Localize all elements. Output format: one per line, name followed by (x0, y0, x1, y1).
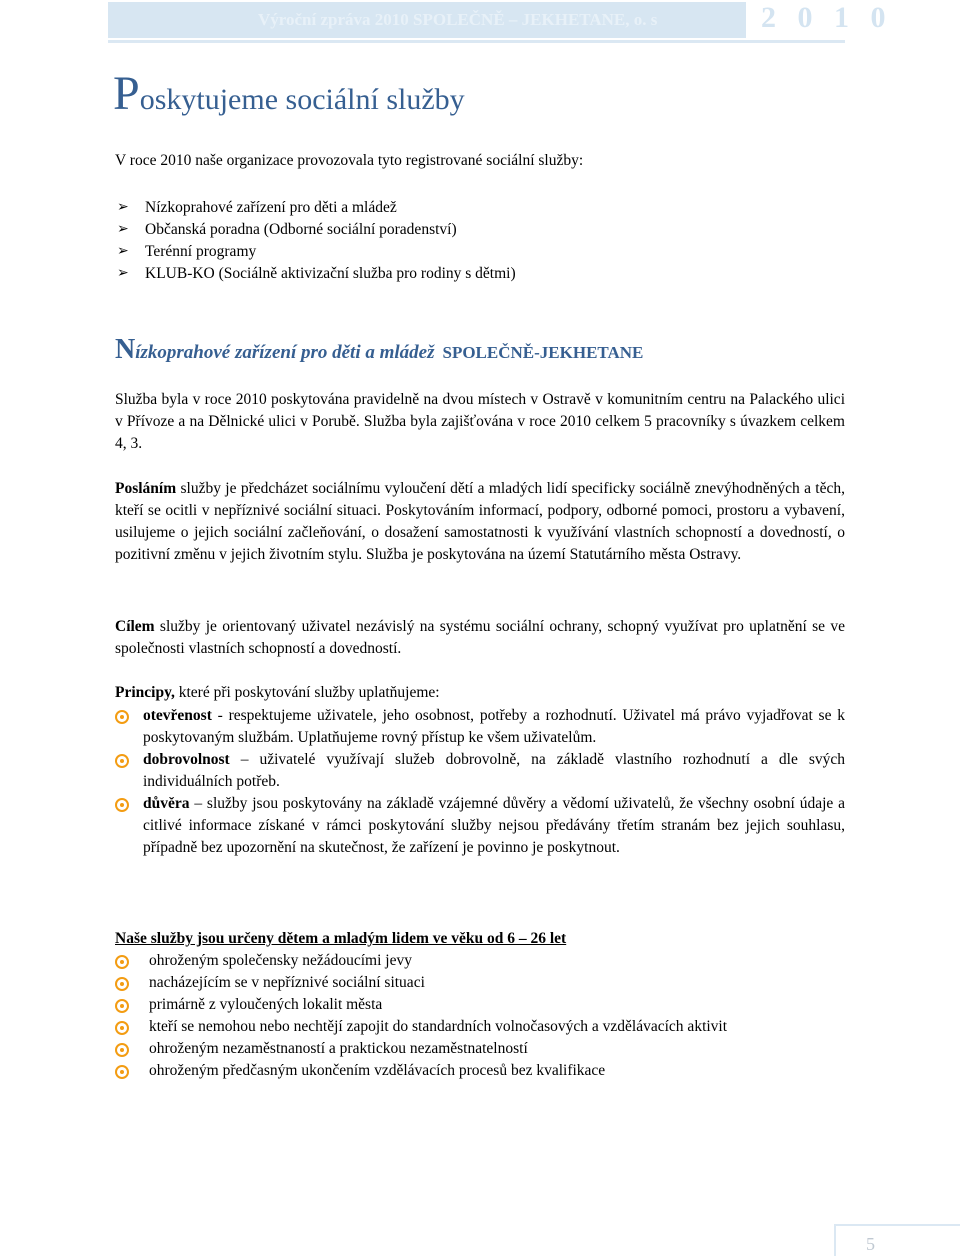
arrow-check-icon: ➢ (117, 266, 129, 281)
list-item: ➢ KLUB-KO (Sociálně aktivizační služba pro rodiny s dětmi) (115, 263, 516, 285)
goal-label: Cílem (115, 618, 155, 635)
arrow-check-icon: ➢ (117, 244, 129, 259)
intro-text: V roce 2010 naše organizace provozovala tyto registrované sociální služby: (115, 152, 584, 169)
title-initial: P (113, 67, 140, 120)
principles-list (115, 705, 845, 859)
services-list (115, 197, 516, 285)
title-rest: oskytujeme sociální služby (139, 83, 465, 116)
list-item: ohroženým nezaměstnaností a praktickou nezaměstnatelností (115, 1038, 845, 1060)
circle-bullet-icon (115, 798, 129, 812)
arrow-check-icon: ➢ (117, 222, 129, 237)
circle-bullet-icon (115, 1021, 129, 1035)
list-item: otevřenost - respektujeme uživatele, jeho osobnost, potřeby a rozhodnutí. Uživatel má právo vyjadřovat se k poskytovaným službám. Uplatňujeme rovný přístup ke všem uživatelům. (115, 705, 845, 749)
header-bar (108, 2, 746, 38)
paragraph-service: Služba byla v roce 2010 poskytována pravidelně na dvou místech v Ostravě v komunitním centru na Palackého ulici v Přívoze a na Dělnické ulici v Porubě. Služba byla zajišťována v roce 2010 celkem 5 pracovníky s úvazkem celkem 4, 3. (115, 391, 845, 452)
list-item: ohroženým předčasným ukončením vzdělávacích procesů bez kvalifikace (115, 1060, 845, 1082)
page-header (108, 0, 893, 43)
list-item: dobrovolnost – uživatelé využívají služeb dobrovolně, na základě vlastního rozhodnutí a dle svých individuálních potřeb. (115, 749, 845, 793)
circle-bullet-icon (115, 754, 129, 768)
paragraph-mission: Posláním služby je předcházet sociálnímu vyloučení dětí a mladých lidí specificky sociálně znevýhodněných a těch, kteří se ocitli v nepříznivé sociální situaci. Poskytováním informací, podpory, odborné pomoci, prostoru a vybavení, usilujeme o jejich sociální začleňování, o dosažení samostatnosti k využívání vlastních schopností a dovedností, o pozitivní změnu v jejich životním stylu. Služba je poskytována na území Statutárního města Ostravy. (115, 480, 845, 563)
list-item: primárně z vyloučených lokalit města (115, 994, 845, 1016)
section-title: ízkoprahové zařízení pro děti a mládež (135, 342, 435, 363)
principles-label: Principy, (115, 684, 175, 701)
target-list (115, 950, 845, 1082)
list-item: nacházejícím se v nepříznivé sociální situaci (115, 972, 845, 994)
paragraph-goal: Cílem služby je orientovaný uživatel nezávislý na systému sociální ochrany, schopný využívat pro uplatnění se ve společnosti vlastních schopností a dovedností. (115, 618, 845, 657)
section-heading (115, 334, 643, 366)
circle-bullet-icon (115, 955, 129, 969)
principles-intro: Principy, které při poskytování služby uplatňujeme: (115, 684, 440, 701)
circle-bullet-icon (115, 1065, 129, 1079)
section-initial: N (115, 334, 136, 365)
mission-label: Posláním (115, 480, 177, 497)
header-text: Výroční zpráva 2010 SPOLEČNĚ – JEKHETANE, o. s (258, 10, 658, 29)
arrow-check-icon: ➢ (117, 200, 129, 215)
circle-bullet-icon (115, 710, 129, 724)
page-title (113, 66, 465, 121)
section-org: SPOLEČNĚ-JEKHETANE (442, 343, 644, 362)
list-item: ➢ Občanská poradna (Odborné sociální poradenství) (115, 219, 516, 241)
header-year: 2 0 1 0 (761, 1, 893, 34)
circle-bullet-icon (115, 1043, 129, 1057)
page-number: 5 (866, 1234, 875, 1254)
circle-bullet-icon (115, 977, 129, 991)
target-heading: Naše služby jsou určeny dětem a mladým lidem ve věku od 6 – 26 let (115, 930, 567, 947)
list-item: ➢ Terénní programy (115, 241, 516, 263)
list-item: ➢ Nízkoprahové zařízení pro děti a mládež (115, 197, 516, 219)
page-number-box (834, 1224, 960, 1256)
circle-bullet-icon (115, 999, 129, 1013)
list-item: důvěra – služby jsou poskytovány na základě vzájemné důvěry a vědomí uživatelů, že všechny osobní údaje a citlivé informace získané v rámci poskytování služby nejsou předávány třetím stranám bez jejich souhlasu, případně bez upozornění na skutečnost, že zařízení je povinno je poskytnout. (115, 793, 845, 859)
list-item: kteří se nemohou nebo nechtějí zapojit do standardních volnočasových a vzdělávacích aktivit (115, 1016, 845, 1038)
list-item: ohroženým společensky nežádoucími jevy (115, 950, 845, 972)
